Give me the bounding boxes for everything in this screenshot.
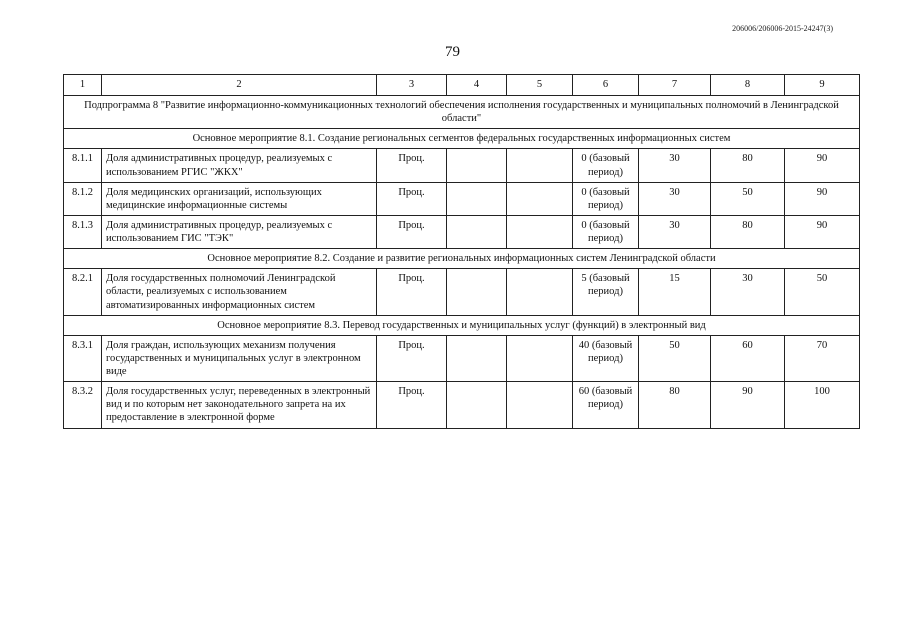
value-col-5 [507,215,573,248]
indicator-name: Доля государственных услуг, переведенных в электронный вид и по которым нет законодательного запрета на их предоставление в электронной форме [102,382,377,428]
section-row [64,315,860,335]
value-col-5 [507,335,573,381]
base-period-value: 5 (базовый период) [573,269,639,315]
unit-cell: Проц. [377,215,447,248]
indicator-number: 8.1.2 [64,182,102,215]
value-col-9: 90 [785,149,860,182]
header-col-6: 6 [573,75,639,96]
base-period-value: 0 (базовый период) [573,182,639,215]
header-col-5: 5 [507,75,573,96]
unit-cell: Проц. [377,182,447,215]
section-row [64,129,860,149]
header-col-7: 7 [639,75,711,96]
unit-cell: Проц. [377,149,447,182]
value-col-9: 100 [785,382,860,428]
value-col-4 [447,269,507,315]
indicator-name: Доля административных процедур, реализуемых с использованием РГИС "ЖКХ" [102,149,377,182]
value-col-8: 50 [711,182,785,215]
base-period-value: 0 (базовый период) [573,149,639,182]
value-col-9: 50 [785,269,860,315]
indicators-table [63,74,860,429]
table-row [64,149,860,182]
section-title: Основное мероприятие 8.3. Перевод государственных и муниципальных услуг (функций) в электронный вид [64,315,860,335]
unit-cell: Проц. [377,335,447,381]
indicator-name: Доля граждан, использующих механизм получения государственных и муниципальных услуг в электронном виде [102,335,377,381]
header-col-8: 8 [711,75,785,96]
value-col-4 [447,215,507,248]
indicator-name: Доля медицинских организаций, использующих медицинские информационные системы [102,182,377,215]
value-col-9: 90 [785,215,860,248]
value-col-7: 80 [639,382,711,428]
unit-cell: Проц. [377,269,447,315]
subprogram-row [64,96,860,129]
indicator-number: 8.1.3 [64,215,102,248]
indicator-name: Доля государственных полномочий Ленинградской области, реализуемых с использованием автоматизированных информационных систем [102,269,377,315]
value-col-7: 50 [639,335,711,381]
subprogram-title: Подпрограмма 8 "Развитие информационно-коммуникационных технологий обеспечения исполнения государственных и муниципальных полномочий в Ленинградской области" [64,96,860,129]
base-period-value: 0 (базовый период) [573,215,639,248]
value-col-8: 80 [711,215,785,248]
table-row [64,269,860,315]
table-row [64,335,860,381]
value-col-8: 90 [711,382,785,428]
value-col-8: 60 [711,335,785,381]
section-title: Основное мероприятие 8.2. Создание и развитие региональных информационных систем Ленинградской области [64,249,860,269]
header-col-1: 1 [64,75,102,96]
document-id: 206006/206006-2015-24247(3) [732,24,833,33]
value-col-9: 90 [785,182,860,215]
value-col-7: 30 [639,215,711,248]
section-row [64,249,860,269]
header-col-3: 3 [377,75,447,96]
section-title: Основное мероприятие 8.1. Создание региональных сегментов федеральных государственных информационных систем [64,129,860,149]
value-col-4 [447,335,507,381]
table-row [64,215,860,248]
base-period-value: 40 (базовый период) [573,335,639,381]
value-col-4 [447,382,507,428]
value-col-9: 70 [785,335,860,381]
header-col-2: 2 [102,75,377,96]
value-col-7: 30 [639,149,711,182]
unit-cell: Проц. [377,382,447,428]
table-row [64,382,860,428]
value-col-5 [507,182,573,215]
value-col-4 [447,182,507,215]
value-col-7: 15 [639,269,711,315]
value-col-5 [507,149,573,182]
header-col-4: 4 [447,75,507,96]
value-col-8: 30 [711,269,785,315]
page-number: 79 [445,44,460,60]
table-row [64,182,860,215]
value-col-5 [507,382,573,428]
indicator-number: 8.1.1 [64,149,102,182]
indicator-number: 8.3.2 [64,382,102,428]
indicator-number: 8.2.1 [64,269,102,315]
value-col-7: 30 [639,182,711,215]
value-col-8: 80 [711,149,785,182]
indicator-number: 8.3.1 [64,335,102,381]
value-col-5 [507,269,573,315]
indicator-name: Доля административных процедур, реализуемых с использованием ГИС "ТЭК" [102,215,377,248]
table-header-row [64,75,860,96]
value-col-4 [447,149,507,182]
header-col-9: 9 [785,75,860,96]
base-period-value: 60 (базовый период) [573,382,639,428]
